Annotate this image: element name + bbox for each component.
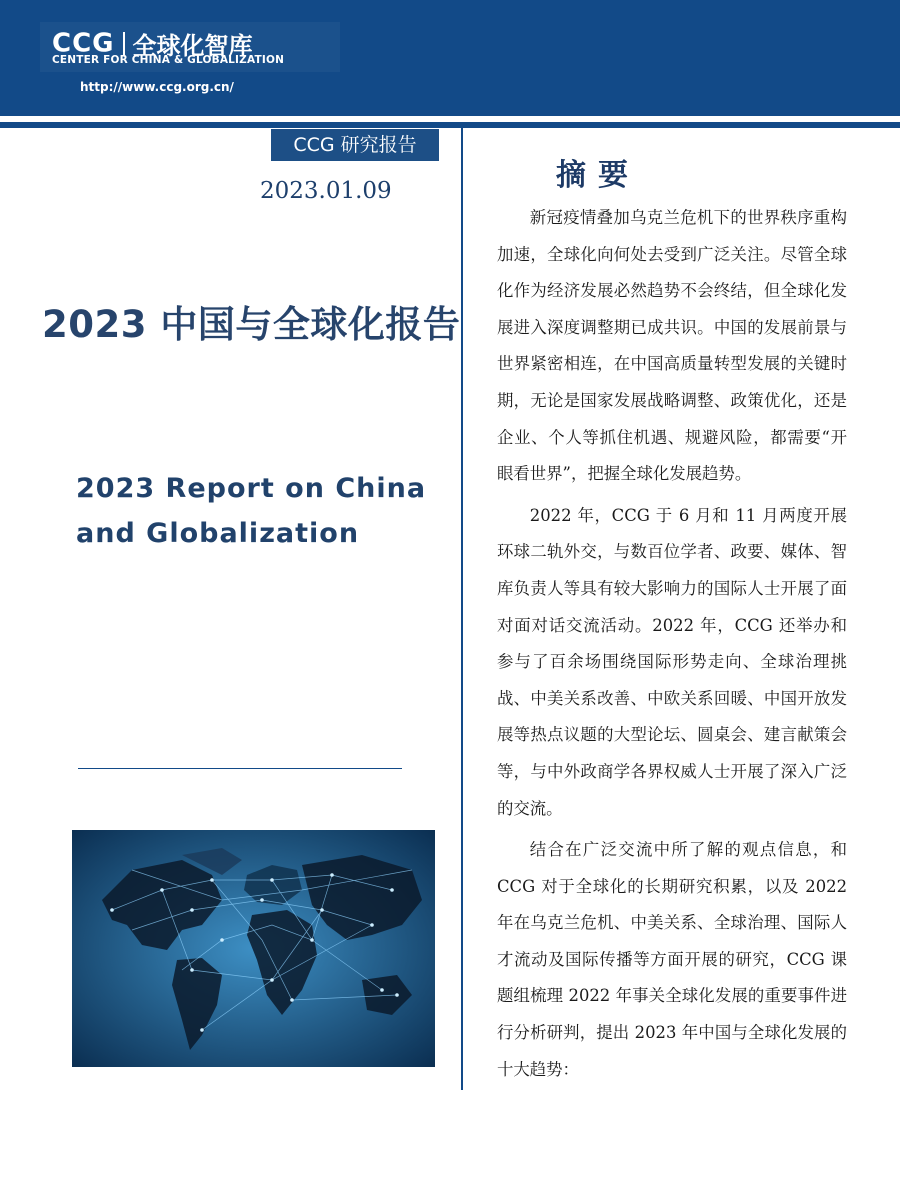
report-type-badge: CCG 研究报告 xyxy=(271,129,439,161)
logo-abbr: CCG xyxy=(52,28,115,59)
abstract-paragraph: 新冠疫情叠加乌克兰危机下的世界秩序重构加速，全球化向何处去受到广泛关注。尽管全球化作为经济发展必然趋势不会终结，但全球化发展进入深度调整期已成共识。中国的发展前景与世界紧密相连，在中国高质量转型发展的关键时期，无论是国家发展战略调整、政策优化，还是企业、个人等抓住机遇、规避风险，都需要“开眼看世界”，把握全球化发展趋势。 xyxy=(497,208,847,484)
title-en-line-1: 2023 Report on China xyxy=(76,473,427,504)
left-rule xyxy=(78,768,402,769)
abstract-body xyxy=(497,200,847,1093)
world-map-image xyxy=(72,830,435,1067)
logo-cn-name: 全球化智库 xyxy=(132,32,253,60)
network-world-map-icon xyxy=(72,830,435,1067)
website-url[interactable]: http://www.ccg.org.cn/ xyxy=(80,80,234,94)
header-rule xyxy=(0,122,900,128)
abstract-paragraph: 结合在广泛交流中所了解的观点信息，和 CCG 对于全球化的长期研究积累，以及 2022 年在乌克兰危机、中美关系、全球治理、国际人才流动及国际传播等方面开展的研究，CCG 课题组梳理 2022 年事关全球化发展的重要事件进行分析研判，提出 2023 年中国与全球化发展的十大趋势： xyxy=(497,840,847,1079)
report-title-en xyxy=(76,466,426,556)
logo-en-name: CENTER FOR CHINA & GLOBALIZATION xyxy=(52,54,285,66)
column-divider xyxy=(461,128,463,1090)
header-banner xyxy=(0,0,900,116)
title-en-line-2: and Globalization xyxy=(76,518,360,549)
logo-separator xyxy=(123,32,125,56)
report-title-cn: 2023 中国与全球化报告 xyxy=(42,303,461,346)
abstract-paragraph: 2022 年，CCG 于 6 月和 11 月两度开展环球二轨外交，与数百位学者、政要、媒体、智库负责人等具有较大影响力的国际人士开展了面对面对话交流活动。2022 年，CCG 还举办和参与了百余场围绕国际形势走向、全球治理挑战、中美关系改善、中欧关系回暖、中国开放发展等热点议题的大型论坛、圆桌会、建言献策会等，与中外政商学各界权威人士开展了深入广泛的交流。 xyxy=(497,505,847,818)
report-date: 2023.01.09 xyxy=(260,178,392,204)
abstract-heading: 摘要 xyxy=(556,158,640,193)
